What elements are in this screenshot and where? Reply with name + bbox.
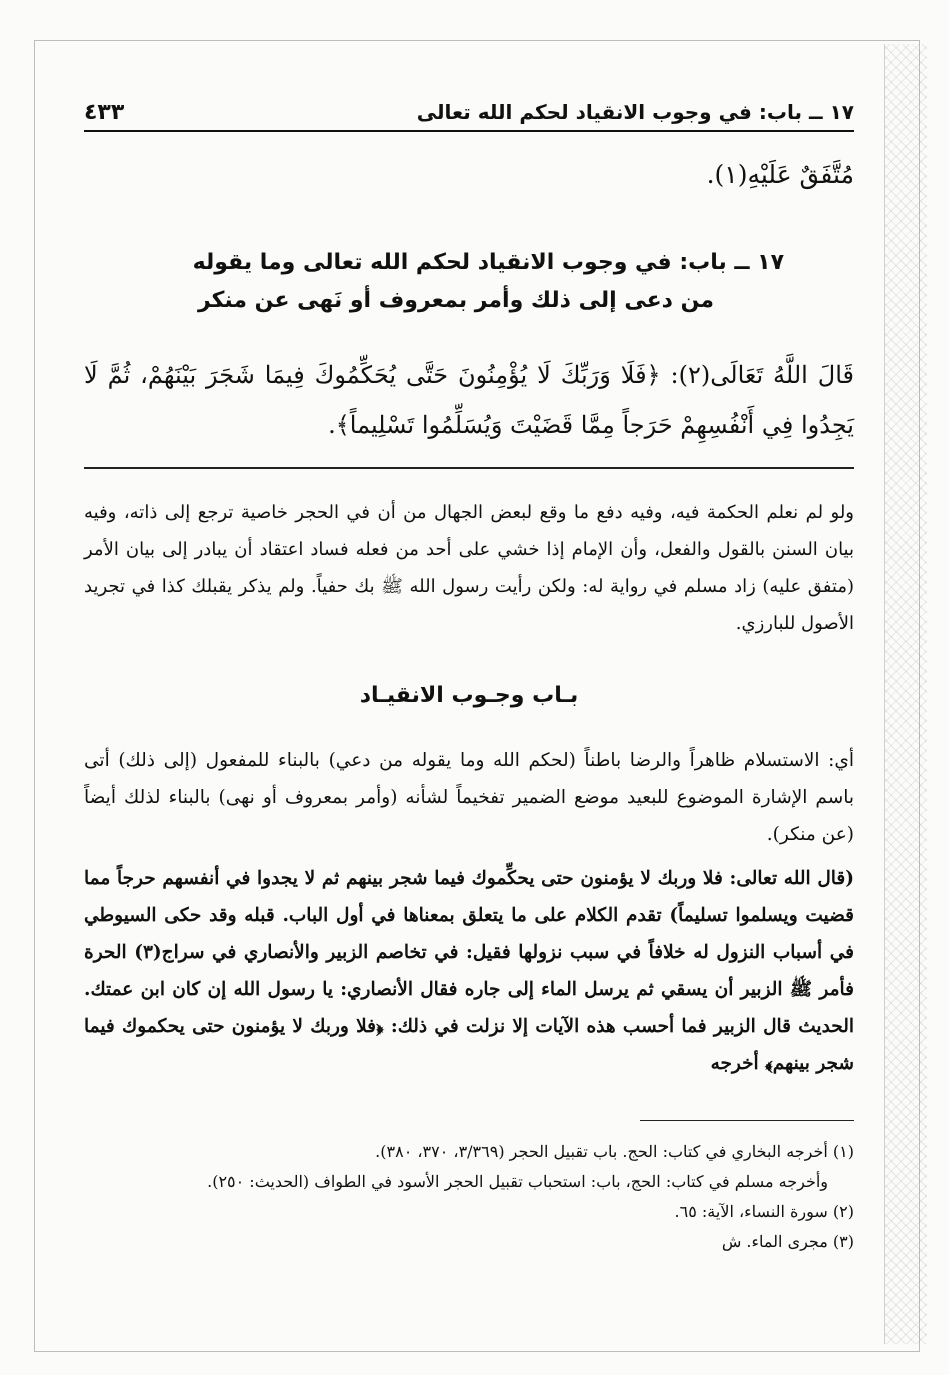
footnote-2: (٢) سورة النساء، الآية: ٦٥. [674, 1202, 854, 1221]
footnote-1-continued: وأخرجه مسلم في كتاب: الحج، باب: استحباب تقبيل الحجر الأسود في الطواف (الحديث: ٢٥٠). [207, 1172, 828, 1191]
decorative-margin-border [884, 44, 927, 1344]
page-number: ٤٣٣ [84, 99, 125, 125]
chapter-title-line-1: ١٧ ــ باب: في وجوب الانقياد لحكم الله تعالى وما يقوله [192, 250, 784, 275]
commentary-text: ولو لم نعلم الحكمة فيه، وفيه دفع ما وقع لبعض الجهال من أن في الحجر خاصية ترجع إلى ذاته، وفيه بيان السنن بالقول والفعل، وأن الإمام إذا خشي على أحد من فعله فساد اعتقاد أن يبادر إلى بيان الأمر (متفق عليه) زاد مسلم في رواية له: ولكن رأيت رسول الله ﷺ بك حفياً. ولم يذكر يقبلك كذا في تجريد الأصول للبارزي. [84, 502, 854, 634]
quran-verse: قَالَ اللَّهُ تَعَالَى(٢): ﴿فَلَا وَرَبِّكَ لَا يُؤْمِنُونَ حَتَّى يُحَكِّمُوكَ فِيمَا شَجَرَ بَيْنَهُمْ، ثُمَّ لَا يَجِدُوا فِي أَنْفُسِهِمْ حَرَجاً مِمَّا قَضَيْتَ وَيُسَلِّمُوا تَسْلِيماً﴾. [84, 361, 854, 439]
sharh-paragraph-2: (قال الله تعالى: فلا وربك لا يؤمنون حتى يحكِّموك فيما شجر بينهم ثم لا يجدوا في أنفسهم حرجاً مما قضيت ويسلموا تسليماً) تقدم الكلام على ما يتعلق بمعناها في أول الباب. قبله وقد حكى السيوطي في أسباب النزول له خلافاً في سبب نزولها فقيل: في تخاصم الزبير والأنصاري في سراج(٣) الحرة فأمر ﷺ الزبير أن يسقي ثم يرسل الماء إلى جاره فقال الأنصاري: يا رسول الله إن كان ابن عمتك. الحديث قال الزبير فما أحسب هذه الآيات إلا نزلت في ذلك: ﴿فلا وربك لا يؤمنون حتى يحكموك فيما شجر بينهم﴾ أخرجه [84, 868, 855, 1074]
chapter-title [84, 244, 854, 320]
sharh-body [84, 742, 854, 1082]
footnote-divider [640, 1120, 854, 1121]
section-divider [84, 467, 854, 469]
muttafaq-line: مُتَّفَقٌ عَلَيْهِ(١). [706, 160, 854, 189]
running-title: ١٧ ــ باب: في وجوب الانقياد لحكم الله تعالى [416, 100, 854, 124]
section-heading: بـاب وجـوب الانقيـاد [359, 683, 579, 708]
footnotes [84, 1137, 854, 1257]
sharh-paragraph-1: أي: الاستسلام ظاهراً والرضا باطناً (لحكم الله وما يقوله من دعي) بالبناء للمفعول (إلى ذلك) أتى باسم الإشارة الموضوع للبعيد موضع الضمير تفخيماً لشأنه (وأمر بمعروف أو نهى) بالبناء لذلك أيضاً (عن منكر). [84, 750, 854, 845]
footnote-3: (٣) مجرى الماء. ش [721, 1232, 854, 1251]
chapter-title-line-2: من دعى إلى ذلك وأمر بمعروف أو نَهى عن منكر [197, 288, 714, 313]
footnote-1: (١) أخرجه البخاري في كتاب: الحج. باب تقبيل الحجر (٣/٣٦٩، ٣٧٠، ٣٨٠). [375, 1142, 854, 1161]
running-header [84, 94, 854, 132]
